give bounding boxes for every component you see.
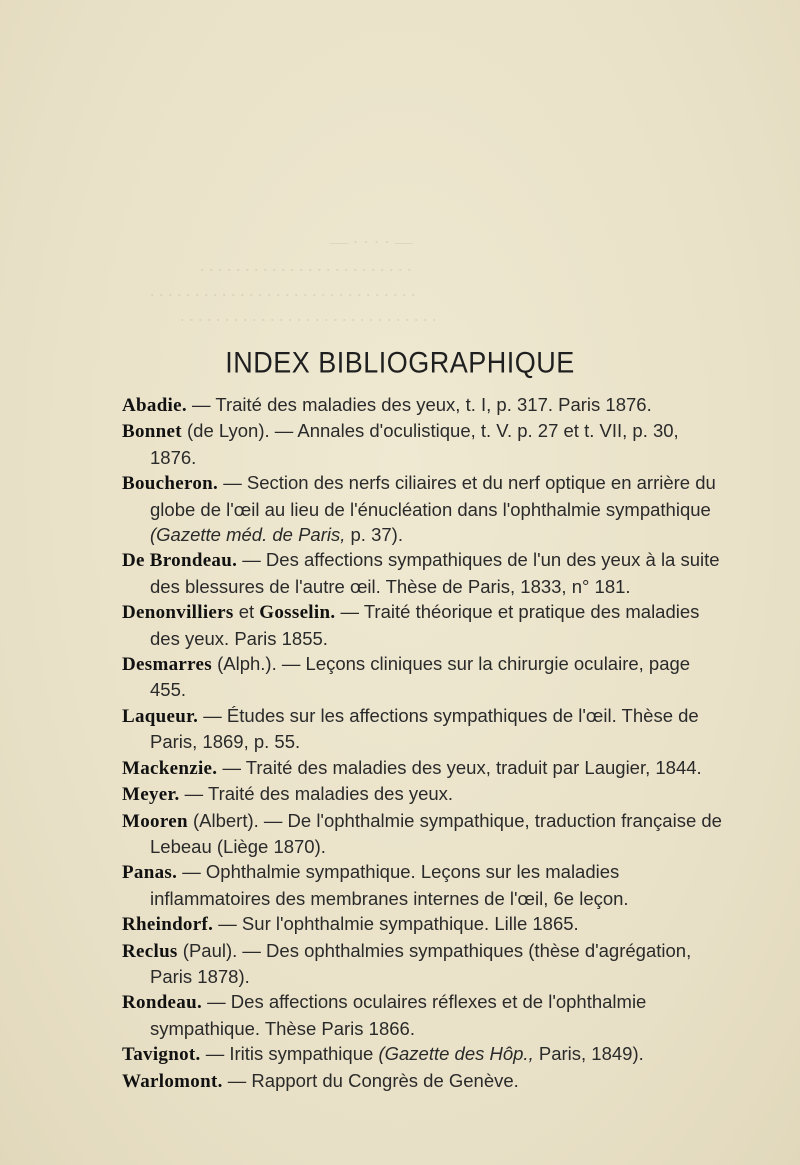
entry-text: (de Lyon). — Annales d'oculistique, t. V. p. 27 et t. VII, p. 30, 1876.: [150, 420, 679, 468]
entry-text: (Paul). — Des ophthalmies sympathiques (thèse d'agrégation, Paris 1878).: [150, 939, 692, 987]
entry-connector: et: [233, 601, 260, 623]
entry-author: Denonvilliers: [122, 602, 234, 624]
entry-text: (Albert). — De l'ophthalmie sympathique, traduction française de Lebeau (Liège 1870).: [150, 809, 722, 857]
entry-text: — Section des nerfs ciliaires et du nerf optique en arrière du globe de l'œil au lieu de l'énucléation dans l'ophthalmie sympathique: [150, 472, 716, 520]
bibliography-entry: [122, 1068, 722, 1094]
entry-author: Desmarres: [122, 654, 212, 676]
entry-journal: (Gazette des Hôp.,: [378, 1043, 534, 1065]
entry-author: Tavignot.: [122, 1044, 201, 1066]
bibliography-entry: [122, 859, 722, 911]
entry-text: — Études sur les affections sympathiques de l'œil. Thèse de Paris, 1869, p. 55.: [150, 704, 699, 753]
show-through-text: . . . . . . . . . . . . . . . . . . . . . . . .: [200, 255, 412, 275]
bibliography-entry: [122, 392, 722, 418]
entry-text: — Des affections oculaires réflexes et de l'ophthalmie sympathique. Thèse Paris 1866.: [150, 991, 647, 1039]
entry-text-end: p. 37).: [345, 524, 403, 546]
bibliography-entry: [122, 938, 722, 990]
entry-author: Mooren: [122, 810, 188, 832]
entry-author: Meyer.: [122, 784, 180, 806]
bibliography-entry: [122, 989, 722, 1041]
entry-text: — Iritis sympathique: [200, 1043, 379, 1065]
entry-text: — Rapport du Congrès de Genève.: [222, 1069, 519, 1091]
entry-author: Mackenzie.: [122, 757, 218, 779]
entry-author: Panas.: [122, 862, 178, 884]
bibliography-list: [122, 392, 722, 1094]
entry-author: Rheindorf.: [122, 914, 214, 936]
entry-text: — Des affections sympathiques de l'un des yeux à la suite des blessures de l'autre œil. Thèse de Paris, 1833, n° 181.: [150, 549, 720, 597]
bibliography-entry: [122, 1041, 722, 1067]
entry-coauthor: Gosselin.: [259, 602, 336, 624]
entry-journal: (Gazette méd. de Paris,: [150, 524, 346, 546]
entry-author: Abadie.: [122, 395, 187, 416]
show-through-text: . . . . . . . . . . . . . . . . . . . . . . . . . . . . .: [180, 305, 437, 325]
bibliography-entry: [122, 703, 722, 755]
show-through-text: — · · · · —: [330, 232, 413, 252]
entry-text: — Traité théorique et pratique des maladies des yeux. Paris 1855.: [150, 601, 700, 649]
entry-author: Bonnet: [122, 421, 182, 443]
entry-text-end: Paris, 1849).: [533, 1043, 644, 1065]
entry-author: Laqueur.: [122, 705, 199, 727]
bibliography-entry: [122, 651, 722, 703]
entry-author: Reclus: [122, 940, 178, 962]
bibliography-entry: [122, 599, 722, 651]
entry-text: — Traité des maladies des yeux, t. I, p. 317. Paris 1876.: [186, 394, 652, 415]
bibliography-entry: [122, 547, 722, 599]
bibliography-entry: [122, 418, 722, 470]
entry-text: — Sur l'ophthalmie sympathique. Lille 1865.: [213, 913, 579, 935]
entry-author: De Brondeau.: [122, 550, 238, 572]
entry-author: Warlomont.: [122, 1070, 223, 1092]
bibliography-entry: [122, 781, 722, 807]
bibliography-entry: [122, 911, 722, 937]
entry-text: (Alph.). — Leçons cliniques sur la chirurgie oculaire, page 455.: [150, 653, 691, 701]
entry-author: Boucheron.: [122, 473, 219, 495]
show-through-text: . . . . . . . . . . . . . . . . . . . . . . . . . . . . . .: [150, 280, 416, 300]
entry-text: — Traité des maladies des yeux.: [179, 783, 454, 805]
bibliography-entry: [122, 808, 722, 860]
entry-text: — Ophthalmie sympathique. Leçons sur les maladies inflammatoires des membranes internes de l'œil, 6e leçon.: [150, 861, 629, 909]
page-title: INDEX BIBLIOGRAPHIQUE: [225, 346, 575, 380]
bibliography-entry: [122, 755, 722, 781]
entry-text: — Traité des maladies des yeux, traduit par Laugier, 1844.: [217, 756, 702, 778]
bibliography-entry: [122, 470, 722, 547]
entry-author: Rondeau.: [122, 992, 203, 1014]
